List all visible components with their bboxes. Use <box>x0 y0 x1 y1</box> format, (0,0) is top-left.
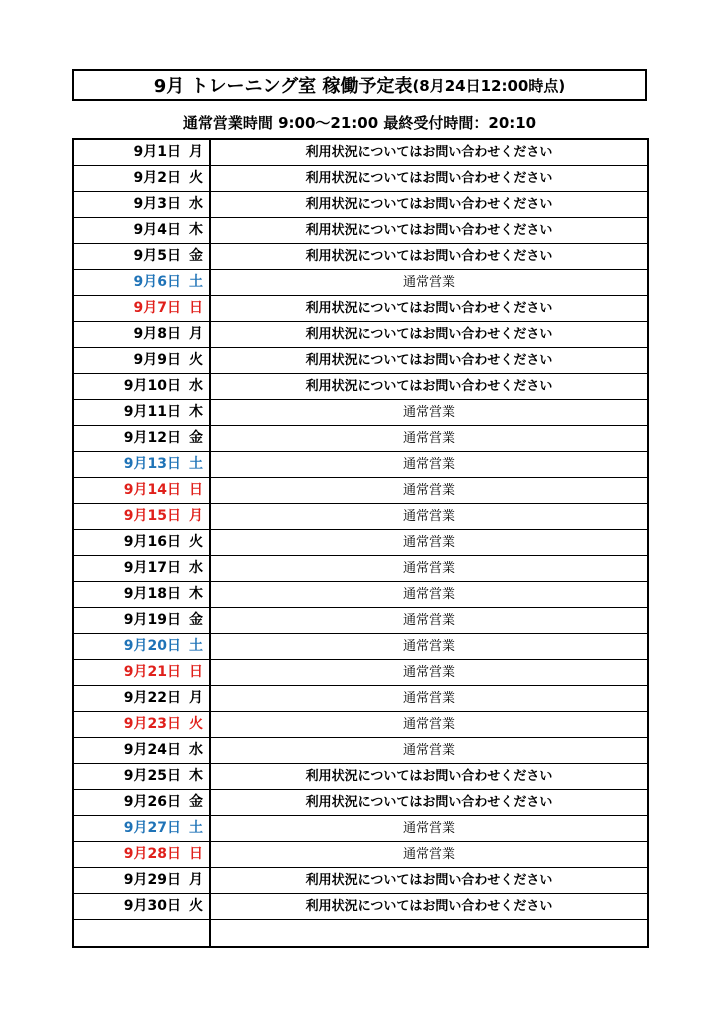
date-cell <box>73 374 210 400</box>
date-cell <box>73 686 210 712</box>
table-row <box>73 738 648 764</box>
date-cell <box>73 139 210 166</box>
date-cell <box>73 790 210 816</box>
table-row <box>73 816 648 842</box>
weekday-text: 火 <box>189 716 203 732</box>
weekday-text: 金 <box>189 612 203 628</box>
weekday-text: 火 <box>189 534 203 550</box>
date-cell <box>73 400 210 426</box>
table-row <box>73 166 648 192</box>
status-cell: 利用状況についてはお問い合わせください <box>210 192 648 218</box>
table-row <box>73 582 648 608</box>
status-cell: 利用状況についてはお問い合わせください <box>210 218 648 244</box>
date-cell <box>73 556 210 582</box>
status-cell: 通常営業 <box>210 738 648 764</box>
weekday-text: 土 <box>189 820 203 836</box>
status-cell: 通常営業 <box>210 816 648 842</box>
status-cell: 通常営業 <box>210 660 648 686</box>
table-row <box>73 660 648 686</box>
schedule-body <box>73 139 648 947</box>
date-text: 9月5日 <box>133 248 181 264</box>
weekday-text: 月 <box>189 872 203 888</box>
weekday-text: 木 <box>189 404 203 420</box>
table-row <box>73 530 648 556</box>
status-cell: 通常営業 <box>210 842 648 868</box>
table-row <box>73 634 648 660</box>
date-text: 9月14日 <box>123 482 181 498</box>
weekday-text: 月 <box>189 144 203 160</box>
date-text: 9月9日 <box>133 352 181 368</box>
status-cell: 通常営業 <box>210 556 648 582</box>
status-cell: 通常営業 <box>210 478 648 504</box>
date-text: 9月23日 <box>123 716 181 732</box>
date-text: 9月26日 <box>123 794 181 810</box>
date-cell <box>73 764 210 790</box>
status-cell: 通常営業 <box>210 582 648 608</box>
status-cell: 利用状況についてはお問い合わせください <box>210 868 648 894</box>
table-row <box>73 894 648 920</box>
status-cell: 通常営業 <box>210 504 648 530</box>
date-text: 9月24日 <box>123 742 181 758</box>
date-cell <box>73 296 210 322</box>
status-cell: 通常営業 <box>210 530 648 556</box>
table-row <box>73 868 648 894</box>
date-text: 9月30日 <box>123 898 181 914</box>
date-cell <box>73 816 210 842</box>
weekday-text: 木 <box>189 768 203 784</box>
status-cell: 利用状況についてはお問い合わせください <box>210 296 648 322</box>
status-cell: 利用状況についてはお問い合わせください <box>210 790 648 816</box>
table-row <box>73 426 648 452</box>
date-text: 9月18日 <box>123 586 181 602</box>
status-cell: 利用状況についてはお問い合わせください <box>210 764 648 790</box>
weekday-text: 土 <box>189 274 203 290</box>
date-text: 9月1日 <box>133 144 181 160</box>
date-cell <box>73 452 210 478</box>
date-text: 9月29日 <box>123 872 181 888</box>
date-text: 9月11日 <box>123 404 181 420</box>
status-cell: 利用状況についてはお問い合わせください <box>210 374 648 400</box>
weekday-text: 木 <box>189 222 203 238</box>
status-cell: 通常営業 <box>210 270 648 296</box>
table-row <box>73 452 648 478</box>
date-cell <box>73 868 210 894</box>
table-row <box>73 244 648 270</box>
table-row <box>73 842 648 868</box>
weekday-text: 土 <box>189 638 203 654</box>
table-row <box>73 712 648 738</box>
date-text: 9月25日 <box>123 768 181 784</box>
table-row <box>73 608 648 634</box>
weekday-text: 火 <box>189 352 203 368</box>
date-text: 9月4日 <box>133 222 181 238</box>
weekday-text: 火 <box>189 170 203 186</box>
date-cell <box>73 634 210 660</box>
table-row <box>73 270 648 296</box>
date-cell <box>73 582 210 608</box>
date-cell <box>73 660 210 686</box>
table-row <box>73 764 648 790</box>
date-text: 9月19日 <box>123 612 181 628</box>
date-cell <box>73 894 210 920</box>
weekday-text: 水 <box>189 196 203 212</box>
date-text: 9月8日 <box>133 326 181 342</box>
weekday-text: 日 <box>189 300 203 316</box>
weekday-text: 土 <box>189 456 203 472</box>
date-text: 9月15日 <box>123 508 181 524</box>
date-text: 9月17日 <box>123 560 181 576</box>
empty-row <box>73 920 648 947</box>
date-text: 9月2日 <box>133 170 181 186</box>
date-cell <box>73 478 210 504</box>
date-cell <box>73 530 210 556</box>
status-cell: 通常営業 <box>210 426 648 452</box>
date-cell <box>73 192 210 218</box>
date-cell <box>73 712 210 738</box>
date-cell <box>73 244 210 270</box>
status-cell: 通常営業 <box>210 712 648 738</box>
date-text: 9月28日 <box>123 846 181 862</box>
weekday-text: 木 <box>189 586 203 602</box>
weekday-text: 日 <box>189 482 203 498</box>
table-row <box>73 504 648 530</box>
table-row <box>73 374 648 400</box>
table-row <box>73 790 648 816</box>
date-cell <box>73 504 210 530</box>
table-row <box>73 296 648 322</box>
date-cell <box>73 608 210 634</box>
weekday-text: 月 <box>189 508 203 524</box>
date-text: 9月22日 <box>123 690 181 706</box>
weekday-text: 金 <box>189 794 203 810</box>
table-row <box>73 348 648 374</box>
weekday-text: 月 <box>189 690 203 706</box>
business-hours: 通常営業時間 9:00～21:00 最終受付時間：20:10 <box>182 113 537 132</box>
weekday-text: 水 <box>189 378 203 394</box>
weekday-text: 金 <box>189 248 203 264</box>
schedule-table <box>72 138 649 948</box>
date-text: 9月27日 <box>123 820 181 836</box>
date-cell <box>73 218 210 244</box>
weekday-text: 金 <box>189 430 203 446</box>
status-cell: 通常営業 <box>210 634 648 660</box>
status-cell: 利用状況についてはお問い合わせください <box>210 348 648 374</box>
date-cell <box>73 920 210 947</box>
title-timestamp: (8月24日12:00時点) <box>412 76 566 95</box>
table-row <box>73 192 648 218</box>
date-text: 9月16日 <box>123 534 181 550</box>
status-cell: 利用状況についてはお問い合わせください <box>210 139 648 166</box>
weekday-text: 月 <box>189 326 203 342</box>
date-cell <box>73 322 210 348</box>
table-row <box>73 218 648 244</box>
date-text: 9月6日 <box>133 274 181 290</box>
date-text: 9月3日 <box>133 196 181 212</box>
date-text: 9月20日 <box>123 638 181 654</box>
status-cell: 利用状況についてはお問い合わせください <box>210 244 648 270</box>
status-cell: 利用状況についてはお問い合わせください <box>210 894 648 920</box>
table-row <box>73 139 648 166</box>
table-row <box>73 686 648 712</box>
date-text: 9月7日 <box>133 300 181 316</box>
status-cell: 通常営業 <box>210 452 648 478</box>
status-cell: 通常営業 <box>210 686 648 712</box>
table-row <box>73 322 648 348</box>
date-cell <box>73 426 210 452</box>
weekday-text: 水 <box>189 560 203 576</box>
date-cell <box>73 348 210 374</box>
date-text: 9月13日 <box>123 456 181 472</box>
status-cell: 利用状況についてはお問い合わせください <box>210 322 648 348</box>
date-cell <box>73 270 210 296</box>
title-main: 9月 トレーニング室 稼働予定表 <box>153 76 413 97</box>
date-text: 9月21日 <box>123 664 181 680</box>
table-row <box>73 478 648 504</box>
status-cell: 利用状況についてはお問い合わせください <box>210 166 648 192</box>
status-cell: 通常営業 <box>210 608 648 634</box>
date-text: 9月12日 <box>123 430 181 446</box>
weekday-text: 水 <box>189 742 203 758</box>
date-text: 9月10日 <box>123 378 181 394</box>
weekday-text: 日 <box>189 664 203 680</box>
date-cell <box>73 842 210 868</box>
status-cell: 通常営業 <box>210 400 648 426</box>
table-row <box>73 400 648 426</box>
date-cell <box>73 166 210 192</box>
table-row <box>73 556 648 582</box>
page-title <box>72 69 647 101</box>
status-cell <box>210 920 648 947</box>
weekday-text: 日 <box>189 846 203 862</box>
date-cell <box>73 738 210 764</box>
weekday-text: 火 <box>189 898 203 914</box>
